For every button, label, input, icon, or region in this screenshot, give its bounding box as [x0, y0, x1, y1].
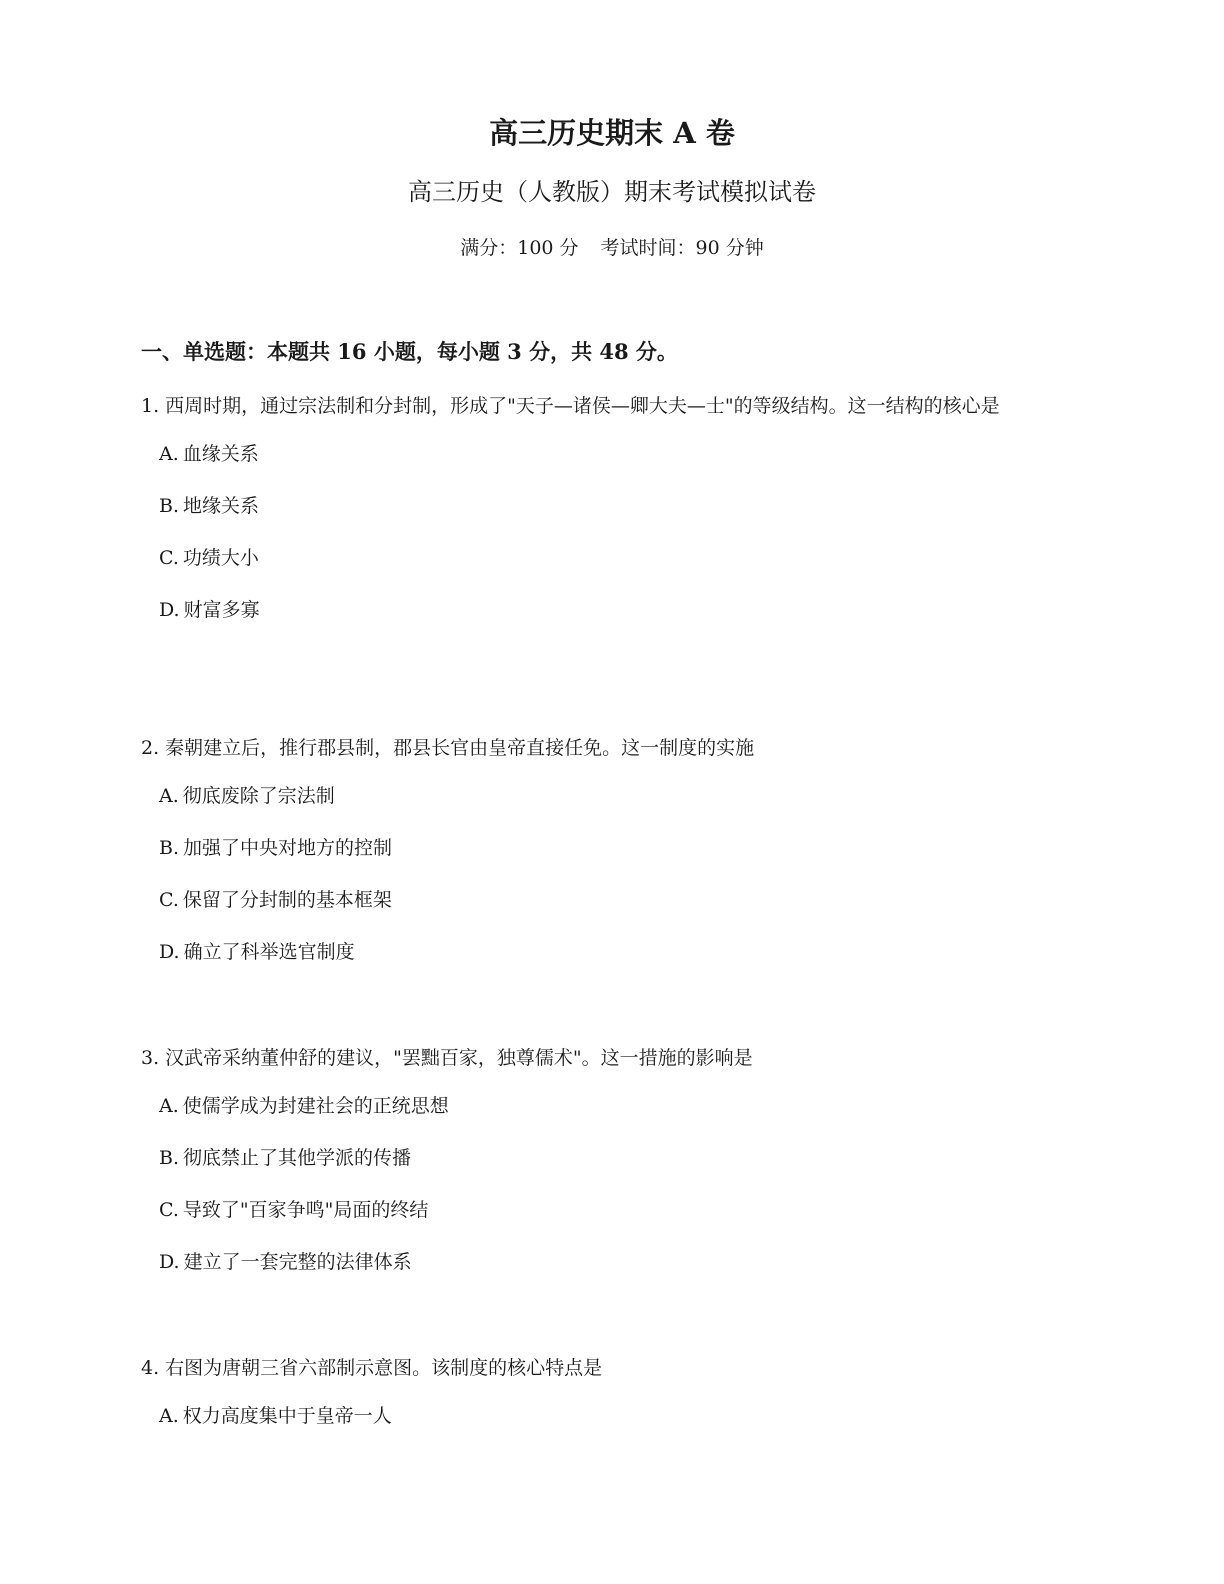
option-letter: A.: [159, 1095, 179, 1117]
question-stem: 2. 秦朝建立后，推行郡县制，郡县长官由皇帝直接任免。这一制度的实施: [141, 737, 755, 759]
question-3: [141, 1042, 1071, 1279]
question-stem: 3. 汉武帝采纳董仲舒的建议，"罢黜百家，独尊儒术"。这一措施的影响是: [141, 1047, 753, 1069]
option-text: 财富多寡: [183, 599, 260, 621]
option-text: 加强了中央对地方的控制: [183, 837, 393, 859]
option-letter: C.: [159, 889, 179, 911]
option-text: 彻底禁止了其他学派的传播: [183, 1147, 412, 1169]
option-text: 保留了分封制的基本框架: [182, 889, 392, 911]
exam-meta: [0, 232, 1224, 264]
exam-subtitle: 高三历史（人教版）期末考试模拟试卷: [408, 178, 816, 206]
question-2: [141, 732, 1071, 969]
option-d[interactable]: [141, 917, 1071, 969]
option-b[interactable]: [141, 471, 1071, 523]
option-letter: A.: [159, 1405, 179, 1427]
option-letter: C.: [159, 1199, 179, 1221]
option-text: 彻底废除了宗法制: [182, 785, 335, 807]
option-letter: A.: [159, 785, 179, 807]
option-letter: B.: [159, 1147, 180, 1169]
option-letter: D.: [159, 599, 180, 621]
option-a[interactable]: [141, 765, 1071, 813]
option-text: 建立了一套完整的法律体系: [183, 1251, 412, 1273]
option-letter: D.: [159, 1251, 180, 1273]
question-1: [141, 390, 1071, 627]
option-text: 地缘关系: [183, 495, 260, 517]
option-b[interactable]: [141, 1123, 1071, 1175]
question-stem: 1. 西周时期，通过宗法制和分封制，形成了"天子—诸侯—卿大夫—士"的等级结构。这一结构的核心是: [141, 395, 1000, 417]
option-list: [141, 765, 1071, 969]
option-d[interactable]: [141, 1227, 1071, 1279]
option-d[interactable]: [141, 575, 1071, 627]
option-c[interactable]: [141, 865, 1071, 917]
option-letter: B.: [159, 495, 180, 517]
full-score: 满分：100 分: [460, 237, 579, 259]
option-text: 权力高度集中于皇帝一人: [182, 1405, 392, 1427]
question-4: [141, 1352, 1071, 1433]
option-list: [141, 423, 1071, 627]
option-c[interactable]: [141, 1175, 1071, 1227]
option-letter: C.: [159, 547, 179, 569]
exam-duration: 考试时间：90 分钟: [600, 237, 764, 259]
option-c[interactable]: [141, 523, 1071, 575]
option-text: 血缘关系: [182, 443, 259, 465]
option-text: 导致了"百家争鸣"局面的终结: [182, 1199, 429, 1221]
option-letter: D.: [159, 941, 180, 963]
section-heading: 一、单选题：本题共 16 小题，每小题 3 分，共 48 分。: [141, 339, 678, 364]
option-text: 使儒学成为封建社会的正统思想: [182, 1095, 449, 1117]
option-text: 确立了科举选官制度: [183, 941, 355, 963]
option-list: [141, 1075, 1071, 1279]
option-a[interactable]: [141, 423, 1071, 471]
question-stem: 4. 右图为唐朝三省六部制示意图。该制度的核心特点是: [141, 1357, 603, 1379]
option-b[interactable]: [141, 813, 1071, 865]
exam-title: 高三历史期末 A 卷: [489, 116, 735, 150]
option-list: [141, 1385, 1071, 1433]
option-text: 功绩大小: [182, 547, 259, 569]
option-letter: B.: [159, 837, 180, 859]
option-a[interactable]: [141, 1075, 1071, 1123]
option-a[interactable]: [141, 1385, 1071, 1433]
option-letter: A.: [159, 443, 179, 465]
